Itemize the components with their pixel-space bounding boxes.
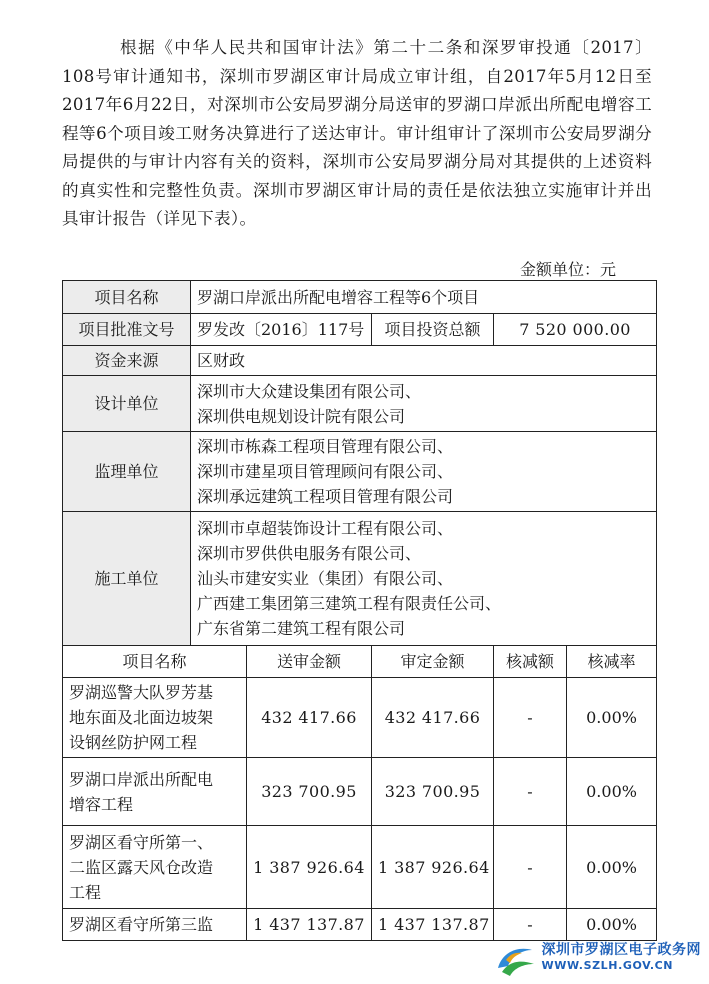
project-name-line: 设钢丝防护网工程 (69, 733, 198, 752)
design-unit-item: 深圳市大众建设集团有限公司、 (197, 381, 422, 401)
watermark-title: 深圳市罗湖区电子政务网 (541, 942, 701, 958)
project-name-line: 罗湖口岸派出所配电 (69, 769, 214, 789)
investment-total-value: 7 520 000.00 (494, 314, 657, 346)
approved-amount: 1 437 137.87 (372, 909, 494, 941)
detail-project-name (63, 909, 247, 941)
intro-paragraph (62, 34, 652, 234)
project-name-value: 罗湖口岸派出所配电增容工程等6个项目 (191, 281, 657, 314)
detail-project-name (63, 826, 247, 909)
construction-unit-item: 广东省第二建筑工程有限公司 (197, 619, 406, 638)
detail-header-rate: 核减率 (567, 646, 657, 678)
project-name-line: 工程 (69, 882, 102, 902)
watermark-url: WWW.SZLH.GOV.CN (541, 959, 674, 972)
audit-table (62, 280, 657, 941)
fund-source-label: 资金来源 (63, 346, 191, 376)
design-unit-label: 设计单位 (63, 376, 191, 432)
project-name-line: 罗湖区看守所第三监 (69, 915, 214, 934)
detail-project-name (63, 678, 247, 758)
project-name-line: 地东面及北面边坡架 (69, 708, 214, 727)
construction-unit-label: 施工单位 (63, 512, 191, 646)
construction-unit-item: 深圳市卓超装饰设计工程有限公司、 (197, 519, 454, 538)
site-watermark (492, 938, 702, 978)
reduction-amount: - (494, 758, 567, 826)
detail-project-name (63, 758, 247, 826)
supervision-unit-item: 深圳市建星项目管理顾问有限公司、 (197, 462, 454, 481)
design-unit-item: 深圳供电规划设计院有限公司 (197, 406, 406, 426)
submitted-amount: 432 417.66 (247, 678, 372, 758)
intro-text: 根据《中华人民共和国审计法》第二十二条和深罗审投通〔2017〕108号审计通知书，深圳市罗湖区审计局成立审计组，自2017年5月12日至2017年6月22日，对深圳市公安局罗湖分局送审的罗湖口岸派出所配电增容工程等6个项目竣工财务决算进行了送达审计。审计组审计了深圳市公安局罗湖分局提供的与审计内容有关的资料，深圳市公安局罗湖分局对其提供的上述资料的真实性和完整性负责。深圳市罗湖区审计局的责任是依法独立实施审计并出具审计报告（详见下表）。 (62, 38, 652, 228)
reduction-rate: 0.00% (567, 826, 657, 909)
supervision-unit-label: 监理单位 (63, 432, 191, 512)
detail-header-project: 项目名称 (63, 646, 247, 678)
submitted-amount: 1 437 137.87 (247, 909, 372, 941)
amount-unit-label: 金额单位：元 (520, 260, 617, 279)
construction-unit-list (191, 512, 657, 646)
approval-number-value: 罗发改〔2016〕117号 (191, 314, 372, 346)
reduction-amount: - (494, 826, 567, 909)
project-name-label: 项目名称 (63, 281, 191, 314)
submitted-amount: 1 387 926.64 (247, 826, 372, 909)
supervision-unit-list (191, 432, 657, 512)
approved-amount: 1 387 926.64 (372, 826, 494, 909)
construction-unit-item: 广西建工集团第三建筑工程有限责任公司、 (197, 594, 502, 613)
construction-unit-item: 深圳市罗供供电服务有限公司、 (197, 544, 422, 563)
reduction-amount: - (494, 678, 567, 758)
table-row (63, 758, 657, 826)
reduction-rate: 0.00% (567, 909, 657, 941)
project-name-line: 二监区露天风仓改造 (69, 857, 214, 877)
reduction-rate: 0.00% (567, 678, 657, 758)
table-row (63, 678, 657, 758)
design-unit-list (191, 376, 657, 432)
swirl-logo-icon (492, 938, 538, 978)
approved-amount: 323 700.95 (372, 758, 494, 826)
project-name-line: 增容工程 (69, 794, 134, 814)
detail-header-submitted: 送审金额 (247, 646, 372, 678)
detail-header-reduction: 核减额 (494, 646, 567, 678)
detail-header-approved: 审定金额 (372, 646, 494, 678)
approval-number-label: 项目批准文号 (63, 314, 191, 346)
supervision-unit-item: 深圳市栋森工程项目管理有限公司、 (197, 437, 454, 456)
reduction-amount: - (494, 909, 567, 941)
fund-source-value: 区财政 (191, 346, 657, 376)
project-name-line: 罗湖区看守所第一、 (69, 832, 214, 852)
project-name-line: 罗湖巡警大队罗芳基 (69, 683, 214, 702)
approved-amount: 432 417.66 (372, 678, 494, 758)
table-row (63, 826, 657, 909)
construction-unit-item: 汕头市建安实业（集团）有限公司、 (197, 569, 454, 588)
supervision-unit-item: 深圳承远建筑工程项目管理有限公司 (197, 487, 454, 506)
investment-total-label: 项目投资总额 (372, 314, 494, 346)
table-row (63, 909, 657, 941)
submitted-amount: 323 700.95 (247, 758, 372, 826)
reduction-rate: 0.00% (567, 758, 657, 826)
